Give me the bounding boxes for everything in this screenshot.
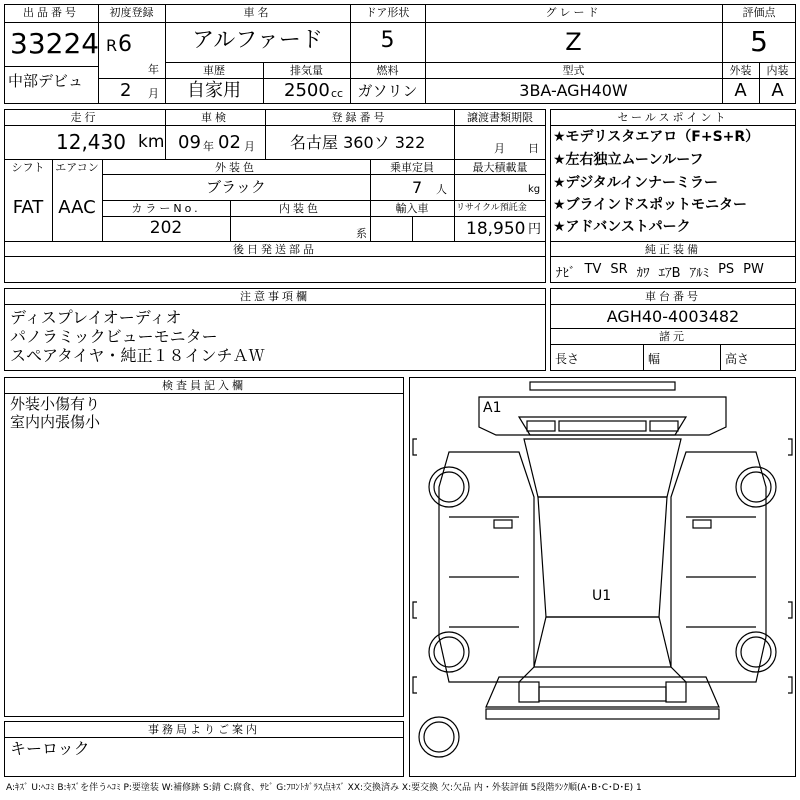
front-panel (479, 397, 726, 435)
lot-label: 出品番号 (23, 6, 79, 19)
windshield (524, 439, 681, 497)
right-body (671, 452, 766, 682)
interior-label: 内装 (766, 64, 789, 77)
selling-point: ★モデリスタエアロ（F+S+R） (553, 129, 760, 145)
capacity-unit: 人 (436, 183, 447, 196)
capacity-label: 乗車定員 (390, 161, 434, 174)
lot-number: 33224 (10, 27, 100, 60)
exterior-grade: A (734, 80, 747, 101)
transfer-label: 譲渡書類期限 (467, 111, 533, 124)
dims-label: 諸元 (659, 330, 687, 343)
wheel-front-left (429, 467, 469, 507)
mileage-value: 12,430 (56, 130, 126, 154)
ac-value: AAC (58, 197, 96, 218)
office-text: キーロック (10, 739, 90, 758)
dealer-note: 中部デビュ (8, 72, 84, 90)
wheel-front-right (736, 467, 776, 507)
note-line: スペアタイヤ・純正１８インチＡＷ (10, 346, 265, 365)
headlight-left (527, 421, 555, 431)
equipment-item: ｶﾜ (636, 266, 650, 281)
equipment-item: ｱﾙﾐ (689, 266, 710, 281)
headlight-right (650, 421, 678, 431)
month-unit: 月 (148, 87, 159, 100)
era: R (106, 36, 118, 55)
car-name-label: 車名 (243, 6, 272, 19)
displacement-value: 2500 (284, 80, 330, 101)
chassis-number: AGH40-4003482 (606, 307, 740, 326)
interior-grade: A (771, 80, 784, 101)
grade-label: グレード (545, 6, 602, 19)
color-label: 外装色 (215, 161, 257, 174)
office-label: 事務局よりご案内 (148, 723, 260, 736)
year-unit: 年 (148, 63, 159, 76)
equipment-item: PW (743, 262, 764, 277)
rear-hatch (539, 687, 666, 701)
displacement-label: 排気量 (290, 64, 323, 77)
left-body (439, 452, 534, 682)
history-label: 車歴 (203, 64, 225, 77)
selling-point: ★ブラインドスポットモニター (553, 197, 747, 213)
mirror-left (494, 520, 512, 528)
selling-point: ★デジタルインナーミラー (553, 175, 719, 191)
history-value: 自家用 (187, 80, 241, 101)
displacement-unit: cc (331, 87, 344, 100)
equipment-item: ﾅﾋﾞ (556, 266, 576, 281)
inspection-label: 車検 (201, 111, 229, 124)
note-line: パノラミックビューモニター (10, 327, 218, 346)
color-no-label: カラーNo. (131, 202, 201, 215)
reg-month: 2 (120, 80, 132, 101)
inspection-year-unit: 年 (203, 140, 214, 153)
grade-value: Z (565, 28, 582, 56)
model-label: 型式 (562, 64, 585, 77)
recycle-value: 18,950 (466, 219, 526, 239)
color-no-value: 202 (149, 218, 183, 238)
later-parts-label: 後日発送部品 (233, 243, 317, 256)
rear-window (534, 617, 671, 667)
selling-points-label: セールスポイント (617, 111, 729, 124)
door-label: ドア形状 (365, 6, 410, 19)
score-value: 5 (750, 25, 768, 58)
equipment-item: ｴｱB (658, 266, 681, 281)
inspector-line: 外装小傷有り (10, 395, 101, 413)
wheel-rear-right (736, 632, 776, 672)
equipment-item: PS (718, 262, 735, 277)
shift-value: FAT (12, 197, 44, 218)
front-grille (559, 421, 646, 431)
equipment-label: 純正装備 (645, 243, 701, 256)
exterior-label: 外装 (729, 64, 752, 77)
inspector-label: 検査員記入欄 (162, 379, 246, 392)
inspector-line: 室内内張傷小 (10, 413, 101, 431)
model-value: 3BA-AGH40W (519, 81, 628, 100)
mileage-label: 走行 (70, 111, 99, 124)
height-label: 高さ (725, 352, 750, 366)
recycle-unit: 円 (528, 222, 542, 237)
selling-point: ★左右独立ムーンルーフ (553, 152, 704, 168)
fuel-label: 燃料 (376, 64, 399, 77)
fuel-value: ガソリン (357, 82, 418, 100)
import-label: 輸入車 (395, 202, 429, 215)
damage-mark-roof: U1 (592, 588, 612, 604)
inspection-year: 09 (178, 132, 201, 153)
score-label: 評価点 (742, 6, 776, 19)
interior-color-label: 内装色 (279, 202, 321, 215)
equipment-list (556, 262, 792, 281)
inspection-month-unit: 月 (244, 140, 255, 153)
plate-value: 名古屋 360ソ 322 (290, 133, 426, 152)
first-reg-label: 初度登録 (109, 6, 154, 19)
front-bumper-strip (530, 382, 675, 390)
car-diagram (409, 377, 796, 777)
chassis-label: 車台番号 (645, 290, 701, 303)
car-name: アルファード (192, 28, 323, 53)
shift-label: シフト (11, 161, 45, 174)
length-label: 長さ (555, 352, 580, 366)
mirror-right (693, 520, 711, 528)
legend: A:ｷｽﾞ U:ﾍｺﾐ B:ｷｽﾞを伴うﾍｺﾐ P:要塗装 W:補修跡 S:錆 C:腐食、ｻﾋﾞ G:ﾌﾛﾝﾄｶﾞﾗｽ点ｷｽﾞ XX:交換済み X:要交換 欠:欠品 内・外装評価 5段階ﾗﾝｸ順(A･B･C･D･E) 1 (6, 783, 642, 793)
equipment-item: TV (584, 262, 602, 277)
load-label: 最大積載量 (472, 161, 528, 174)
transfer-day-unit: 日 (528, 142, 539, 155)
color-value: ブラック (206, 178, 266, 196)
transfer-month-unit: 月 (494, 142, 505, 155)
plate-label: 登録番号 (331, 111, 388, 124)
equipment-item: SR (610, 262, 628, 277)
width-label: 幅 (648, 352, 661, 366)
capacity-value: 7 (412, 178, 423, 197)
reg-year: 6 (118, 32, 132, 57)
mileage-unit: km (138, 132, 165, 152)
interior-color-unit: 系 (356, 227, 367, 240)
load-unit: kg (528, 184, 541, 195)
ac-label: エアコン (55, 161, 99, 174)
recycle-label: リサイクル預託金 (456, 203, 527, 213)
door-value: 5 (380, 28, 395, 53)
damage-mark-front: A1 (483, 400, 502, 416)
wheel-rear-left (429, 632, 469, 672)
inspection-month: 02 (218, 132, 241, 153)
note-line: ディスプレイオーディオ (10, 308, 182, 327)
notes-label: 注意事項欄 (240, 290, 310, 303)
spare-tire (419, 717, 459, 757)
hood (519, 417, 686, 435)
selling-point: ★アドバンストパーク (553, 219, 691, 235)
rear-bumper-strip (486, 709, 719, 719)
